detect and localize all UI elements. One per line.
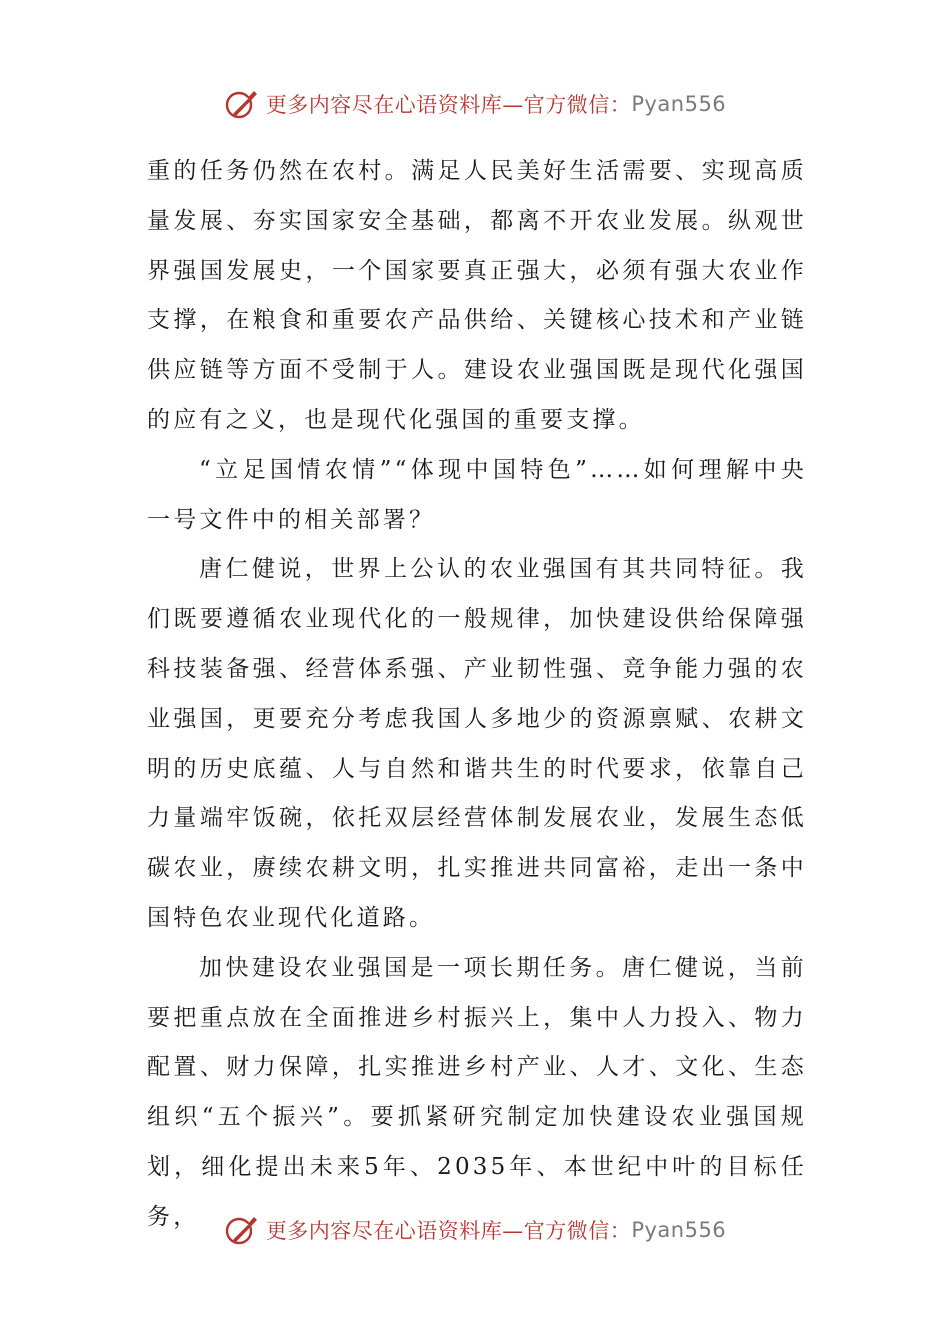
paragraph-4: 加快建设农业强国是一项长期任务。唐仁健说，当前要把重点放在全面推进乡村振兴上，集中人力投入、物力配置、财力保障，扎实推进乡村产业、人才、文化、生态组织“五个振兴”。要抓紧研究制定加快建设农业强国规划，细化提出未来5年、2035年、本世纪中叶的目标任务，	[147, 954, 807, 1230]
footer-banner	[0, 1210, 950, 1250]
header-banner-text: 更多内容尽在心语资料库—官方微信：	[265, 93, 632, 117]
header-banner	[0, 84, 950, 124]
footer-wechat-id: Pyan556	[631, 1218, 727, 1242]
header-wechat-id: Pyan556	[631, 92, 727, 116]
paragraph-1: 重的任务仍然在农村。满足人民美好生活需要、实现高质量发展、夯实国家安全基础，都离不开农业发展。纵观世界强国发展史，一个国家要真正强大，必须有强大农业作支撑，在粮食和重要农产品供给、关键核心技术和产业链供应链等方面不受制于人。建设农业强国既是现代化强国的应有之义，也是现代化强国的重要支撑。	[147, 158, 807, 433]
quill-logo-icon	[224, 1212, 260, 1248]
quill-logo-icon	[224, 86, 260, 122]
paragraph-3: 唐仁健说，世界上公认的农业强国有其共同特征。我们既要遵循农业现代化的一般规律，加快建设供给保障强科技装备强、经营体系强、产业韧性强、竞争能力强的农业强国，更要充分考虑我国人多地少的资源禀赋、农耕文明的历史底蕴、人与自然和谐共生的时代要求，依靠自己力量端牢饭碗，依托双层经营体制发展农业，发展生态低碳农业，赓续农耕文明，扎实推进共同富裕，走出一条中国特色农业现代化道路。	[147, 556, 807, 931]
document-body	[147, 147, 807, 1243]
paragraph-2: “立足国情农情”“体现中国特色”……如何理解中央一号文件中的相关部署？	[147, 456, 807, 533]
footer-banner-text: 更多内容尽在心语资料库—官方微信：	[265, 1219, 632, 1243]
